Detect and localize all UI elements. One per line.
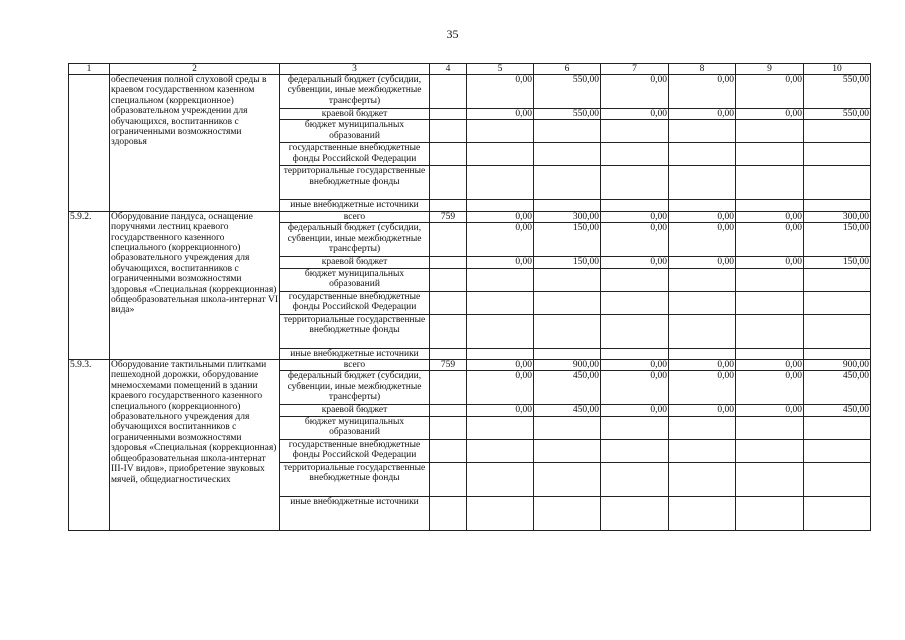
value-cell xyxy=(467,462,534,496)
column-header: 2 xyxy=(110,64,280,75)
value-cell xyxy=(601,291,669,314)
item-title: Оборудование пандуса, оснащение поручнями лестниц краевого государственного казенного специального (коррекционного) образовательного учреждения для обучающихся, воспитанников с ограниченными возможностями здоровья «Специальная (коррекционная) общеобразовательная школа-интернат VI вида» xyxy=(110,211,280,359)
value-cell: 0,00 xyxy=(669,405,736,416)
column-header: 5 xyxy=(467,64,534,75)
value-cell xyxy=(601,143,669,166)
value-cell xyxy=(804,291,871,314)
column-header: 9 xyxy=(736,64,804,75)
value-cell xyxy=(804,439,871,462)
value-cell: 0,00 xyxy=(736,223,804,257)
budget-code xyxy=(430,416,467,439)
budget-code: 759 xyxy=(430,211,467,222)
value-cell xyxy=(736,416,804,439)
column-header: 6 xyxy=(534,64,601,75)
value-cell xyxy=(804,462,871,496)
value-cell: 0,00 xyxy=(467,211,534,222)
value-cell: 0,00 xyxy=(601,109,669,120)
value-cell xyxy=(534,416,601,439)
value-cell: 150,00 xyxy=(804,223,871,257)
value-cell: 0,00 xyxy=(601,211,669,222)
value-cell: 0,00 xyxy=(669,75,736,109)
value-cell: 900,00 xyxy=(534,360,601,371)
budget-code xyxy=(430,291,467,314)
value-cell: 0,00 xyxy=(669,109,736,120)
value-cell xyxy=(534,200,601,211)
value-cell: 550,00 xyxy=(534,109,601,120)
value-cell xyxy=(669,268,736,291)
value-cell: 150,00 xyxy=(804,257,871,268)
value-cell xyxy=(804,166,871,200)
value-cell xyxy=(804,314,871,348)
value-cell xyxy=(736,166,804,200)
value-cell xyxy=(736,314,804,348)
funding-source: территориальные государственные внебюджетные фонды xyxy=(280,462,430,496)
funding-source: бюджет муниципальных образований xyxy=(280,120,430,143)
value-cell: 0,00 xyxy=(736,405,804,416)
value-cell xyxy=(534,462,601,496)
column-header: 4 xyxy=(430,64,467,75)
value-cell xyxy=(534,268,601,291)
funding-source: бюджет муниципальных образований xyxy=(280,416,430,439)
value-cell xyxy=(804,348,871,359)
value-cell xyxy=(601,200,669,211)
value-cell: 0,00 xyxy=(736,360,804,371)
budget-code: 759 xyxy=(430,360,467,371)
value-cell xyxy=(669,166,736,200)
value-cell: 300,00 xyxy=(804,211,871,222)
value-cell xyxy=(467,200,534,211)
funding-source: иные внебюджетные источники xyxy=(280,348,430,359)
value-cell xyxy=(736,462,804,496)
funding-source: территориальные государственные внебюджетные фонды xyxy=(280,166,430,200)
value-cell xyxy=(534,120,601,143)
value-cell: 0,00 xyxy=(669,257,736,268)
value-cell xyxy=(669,416,736,439)
value-cell: 0,00 xyxy=(467,223,534,257)
value-cell xyxy=(669,314,736,348)
value-cell xyxy=(601,268,669,291)
funding-source: государственные внебюджетные фонды Российской Федерации xyxy=(280,143,430,166)
value-cell: 0,00 xyxy=(669,223,736,257)
value-cell xyxy=(669,496,736,530)
budget-code xyxy=(430,268,467,291)
value-cell xyxy=(804,416,871,439)
value-cell: 0,00 xyxy=(467,257,534,268)
value-cell xyxy=(601,348,669,359)
value-cell: 0,00 xyxy=(669,360,736,371)
table-row xyxy=(69,360,871,371)
value-cell: 900,00 xyxy=(804,360,871,371)
budget-code xyxy=(430,109,467,120)
funding-source: краевой бюджет xyxy=(280,405,430,416)
column-header: 10 xyxy=(804,64,871,75)
table-row xyxy=(69,211,871,222)
funding-source: государственные внебюджетные фонды Российской Федерации xyxy=(280,291,430,314)
budget-code xyxy=(430,75,467,109)
value-cell xyxy=(467,268,534,291)
value-cell xyxy=(601,314,669,348)
funding-source: всего xyxy=(280,360,430,371)
column-header: 7 xyxy=(601,64,669,75)
value-cell xyxy=(804,496,871,530)
funding-source: краевой бюджет xyxy=(280,257,430,268)
value-cell: 450,00 xyxy=(534,405,601,416)
item-code: 5.9.3. xyxy=(69,360,110,531)
funding-source: федеральный бюджет (субсидии, субвенции, иные межбюджетные трансферты) xyxy=(280,75,430,109)
value-cell xyxy=(534,348,601,359)
value-cell xyxy=(804,268,871,291)
value-cell: 0,00 xyxy=(601,75,669,109)
value-cell: 0,00 xyxy=(669,371,736,405)
value-cell: 0,00 xyxy=(736,75,804,109)
value-cell: 0,00 xyxy=(736,257,804,268)
value-cell xyxy=(601,120,669,143)
funding-source: государственные внебюджетные фонды Российской Федерации xyxy=(280,439,430,462)
value-cell xyxy=(534,143,601,166)
value-cell: 550,00 xyxy=(804,75,871,109)
value-cell: 150,00 xyxy=(534,223,601,257)
budget-code xyxy=(430,314,467,348)
value-cell: 550,00 xyxy=(534,75,601,109)
value-cell: 550,00 xyxy=(804,109,871,120)
item-code xyxy=(69,75,110,212)
funding-source: федеральный бюджет (субсидии, субвенции, иные межбюджетные трансферты) xyxy=(280,371,430,405)
value-cell xyxy=(669,200,736,211)
budget-table xyxy=(68,63,871,531)
value-cell xyxy=(736,143,804,166)
value-cell xyxy=(669,120,736,143)
value-cell: 0,00 xyxy=(467,75,534,109)
value-cell: 300,00 xyxy=(534,211,601,222)
value-cell: 0,00 xyxy=(467,405,534,416)
column-header: 1 xyxy=(69,64,110,75)
value-cell: 0,00 xyxy=(601,360,669,371)
value-cell: 450,00 xyxy=(804,371,871,405)
value-cell xyxy=(601,166,669,200)
value-cell xyxy=(601,462,669,496)
value-cell: 0,00 xyxy=(601,371,669,405)
column-header: 8 xyxy=(669,64,736,75)
header-row xyxy=(69,64,871,75)
value-cell xyxy=(534,166,601,200)
value-cell xyxy=(669,143,736,166)
value-cell: 0,00 xyxy=(467,360,534,371)
page-number: 35 xyxy=(446,27,459,41)
funding-source: иные внебюджетные источники xyxy=(280,200,430,211)
value-cell xyxy=(669,439,736,462)
value-cell xyxy=(736,291,804,314)
value-cell xyxy=(736,439,804,462)
funding-source: федеральный бюджет (субсидии, субвенции, иные межбюджетные трансферты) xyxy=(280,223,430,257)
value-cell xyxy=(467,143,534,166)
value-cell xyxy=(467,166,534,200)
value-cell: 0,00 xyxy=(736,371,804,405)
value-cell xyxy=(736,348,804,359)
budget-code xyxy=(430,257,467,268)
budget-code xyxy=(430,166,467,200)
value-cell: 450,00 xyxy=(534,371,601,405)
item-code: 5.9.2. xyxy=(69,211,110,359)
value-cell xyxy=(467,348,534,359)
value-cell: 0,00 xyxy=(601,405,669,416)
value-cell xyxy=(669,462,736,496)
value-cell xyxy=(467,314,534,348)
value-cell xyxy=(736,496,804,530)
funding-source: территориальные государственные внебюджетные фонды xyxy=(280,314,430,348)
budget-code xyxy=(430,405,467,416)
value-cell xyxy=(467,291,534,314)
value-cell: 450,00 xyxy=(804,405,871,416)
budget-code xyxy=(430,200,467,211)
value-cell xyxy=(534,314,601,348)
value-cell xyxy=(534,496,601,530)
value-cell xyxy=(467,496,534,530)
value-cell xyxy=(601,416,669,439)
value-cell xyxy=(669,291,736,314)
budget-code xyxy=(430,348,467,359)
value-cell xyxy=(534,439,601,462)
funding-source: всего xyxy=(280,211,430,222)
budget-code xyxy=(430,223,467,257)
funding-source: краевой бюджет xyxy=(280,109,430,120)
value-cell xyxy=(736,120,804,143)
value-cell: 150,00 xyxy=(534,257,601,268)
value-cell: 0,00 xyxy=(669,211,736,222)
value-cell xyxy=(467,120,534,143)
budget-code xyxy=(430,143,467,166)
value-cell: 0,00 xyxy=(736,109,804,120)
value-cell: 0,00 xyxy=(467,371,534,405)
value-cell xyxy=(736,200,804,211)
value-cell xyxy=(804,143,871,166)
column-header: 3 xyxy=(280,64,430,75)
funding-source: иные внебюджетные источники xyxy=(280,496,430,530)
value-cell xyxy=(804,200,871,211)
value-cell xyxy=(601,496,669,530)
budget-code xyxy=(430,462,467,496)
item-title: обеспечения полной слуховой среды в краевом государственном казенном специальном (коррекционное) образовательном учреждении для обучающихся, воспитанников с ограниченными возможностями здоровья xyxy=(110,75,280,212)
table-row xyxy=(69,75,871,109)
value-cell: 0,00 xyxy=(601,257,669,268)
value-cell: 0,00 xyxy=(736,211,804,222)
value-cell xyxy=(467,416,534,439)
budget-code xyxy=(430,371,467,405)
value-cell xyxy=(736,268,804,291)
value-cell xyxy=(601,439,669,462)
value-cell xyxy=(804,120,871,143)
value-cell xyxy=(467,439,534,462)
budget-code xyxy=(430,496,467,530)
value-cell xyxy=(669,348,736,359)
value-cell: 0,00 xyxy=(467,109,534,120)
funding-source: бюджет муниципальных образований xyxy=(280,268,430,291)
value-cell: 0,00 xyxy=(601,223,669,257)
value-cell xyxy=(534,291,601,314)
budget-code xyxy=(430,439,467,462)
budget-code xyxy=(430,120,467,143)
item-title: Оборудование тактильными плитками пешеходной дорожки, оборудование мнемосхемами помещений в здании краевого государственного казенного специального (коррекционного) образовательного учреждения для обучающихся воспитанников с ограниченными возможностями здоровья «Специальная (коррекционная) общеобразовательная школа-интернат III-IV видов», приобретение звуковых мячей, общедиагностических xyxy=(110,360,280,531)
